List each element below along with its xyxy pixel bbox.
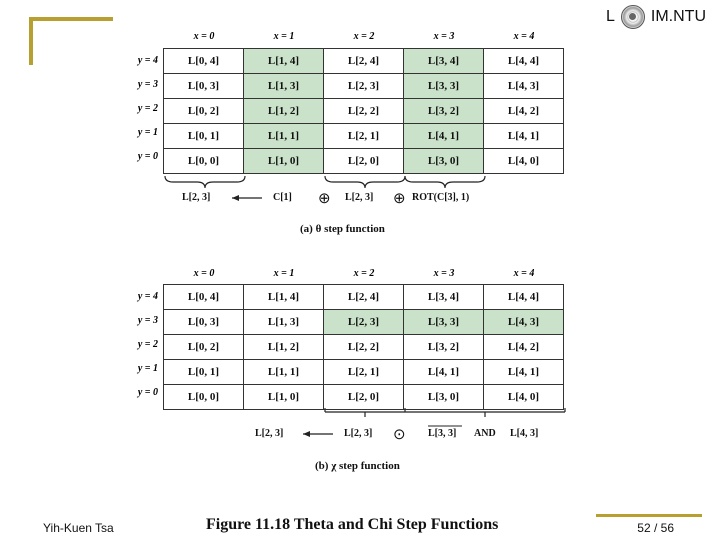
table-cell: L[1, 0] <box>243 148 324 174</box>
theta-eq-term1: C[1] <box>273 192 292 203</box>
y-label: y = 4 <box>137 291 158 302</box>
table-cell: L[0, 1] <box>163 123 244 149</box>
table-cell: L[4, 1] <box>403 123 484 149</box>
chi-y-labels <box>128 285 158 405</box>
x-label: x = 4 <box>513 31 535 42</box>
x-label: x = 1 <box>273 268 295 279</box>
chi-eq-term1: L[2, 3] <box>344 428 373 439</box>
table-cell: L[1, 2] <box>243 334 324 360</box>
table-cell: L[2, 1] <box>323 123 404 149</box>
x-label: x = 2 <box>353 31 375 42</box>
header-left-text: L <box>605 8 615 25</box>
table-cell: L[2, 0] <box>323 148 404 174</box>
table-cell: L[1, 3] <box>243 309 324 335</box>
theta-arrow-head <box>232 195 239 201</box>
table-cell: L[4, 4] <box>483 48 564 74</box>
table-cell: L[4, 0] <box>483 384 564 410</box>
chi-subtitle: (b) χ step function <box>315 460 400 472</box>
y-label: y = 1 <box>137 127 158 138</box>
chi-eq-op1: ⊙ <box>393 427 406 443</box>
y-label: y = 3 <box>137 315 158 326</box>
table-cell: L[3, 4] <box>403 284 484 310</box>
x-label: x = 4 <box>513 268 535 279</box>
table-cell: L[0, 3] <box>163 73 244 99</box>
table-cell: L[1, 2] <box>243 98 324 124</box>
theta-brace-middle <box>325 176 405 188</box>
figure-caption: Figure 11.18 Theta and Chi Step Functions <box>206 516 499 533</box>
x-label: x = 3 <box>433 31 455 42</box>
table-cell: L[4, 3] <box>483 309 564 335</box>
chi-eq-term3: L[4, 3] <box>510 428 539 439</box>
table-cell: L[2, 2] <box>323 98 404 124</box>
footer-page-number: 52 / 56 <box>637 521 674 535</box>
y-label: y = 1 <box>137 363 158 374</box>
theta-eq-term2: L[2, 3] <box>345 192 374 203</box>
x-label: x = 0 <box>193 268 215 279</box>
table-cell: L[0, 4] <box>163 284 244 310</box>
x-label: x = 0 <box>193 31 215 42</box>
theta-eq-op1: ⊕ <box>318 191 331 207</box>
chi-eq-op2: AND <box>474 428 496 439</box>
table-cell: L[4, 3] <box>483 73 564 99</box>
table-cell: L[4, 0] <box>483 148 564 174</box>
table-cell: L[4, 2] <box>483 334 564 360</box>
footer-author: Yih-Kuen Tsa <box>43 521 114 535</box>
y-label: y = 0 <box>137 151 158 162</box>
theta-eq-term3: ROT(C[3], 1) <box>412 192 470 203</box>
chi-arrow-head <box>303 431 310 437</box>
table-cell: L[1, 0] <box>243 384 324 410</box>
theta-brace-right <box>405 176 485 188</box>
table-cell: L[3, 3] <box>403 73 484 99</box>
theta-eq-result: L[2, 3] <box>182 192 211 203</box>
table-cell: L[0, 0] <box>163 148 244 174</box>
table-cell: L[2, 4] <box>323 284 404 310</box>
table-cell: L[3, 3] <box>403 309 484 335</box>
chi-eq-term2: L[3, 3] <box>428 428 457 439</box>
table-cell: L[1, 1] <box>243 123 324 149</box>
y-label: y = 3 <box>137 79 158 90</box>
table-cell: L[3, 0] <box>403 384 484 410</box>
table-cell: L[2, 0] <box>323 384 404 410</box>
y-label: y = 2 <box>137 339 158 350</box>
x-label: x = 3 <box>433 268 455 279</box>
y-label: y = 0 <box>137 387 158 398</box>
table-cell: L[4, 4] <box>483 284 564 310</box>
table-cell: L[2, 3] <box>323 309 404 335</box>
table-cell: L[0, 3] <box>163 309 244 335</box>
table-cell: L[4, 1] <box>483 123 564 149</box>
y-label: y = 2 <box>137 103 158 114</box>
theta-brace-left <box>165 176 245 188</box>
table-cell: L[1, 1] <box>243 359 324 385</box>
table-cell: L[4, 1] <box>483 359 564 385</box>
table-cell: L[2, 2] <box>323 334 404 360</box>
table-cell: L[1, 4] <box>243 284 324 310</box>
footer-accent-line <box>596 514 702 517</box>
table-cell: L[3, 0] <box>403 148 484 174</box>
table-cell: L[4, 1] <box>403 359 484 385</box>
chi-x-labels <box>164 268 564 279</box>
table-cell: L[3, 4] <box>403 48 484 74</box>
header-right-text: IM.NTU <box>650 8 706 25</box>
x-label: x = 1 <box>273 31 295 42</box>
x-label: x = 2 <box>353 268 375 279</box>
table-cell: L[4, 2] <box>483 98 564 124</box>
table-cell: L[0, 4] <box>163 48 244 74</box>
table-cell: L[2, 4] <box>323 48 404 74</box>
y-label: y = 4 <box>137 55 158 66</box>
table-cell: L[1, 3] <box>243 73 324 99</box>
table-cell: L[1, 4] <box>243 48 324 74</box>
chi-table <box>164 285 564 410</box>
table-cell: L[2, 3] <box>323 73 404 99</box>
chi-eq-result: L[2, 3] <box>255 428 284 439</box>
table-cell: L[0, 2] <box>163 334 244 360</box>
table-cell: L[0, 2] <box>163 98 244 124</box>
table-cell: L[2, 1] <box>323 359 404 385</box>
table-cell: L[0, 1] <box>163 359 244 385</box>
table-cell: L[0, 0] <box>163 384 244 410</box>
table-cell: L[3, 2] <box>403 334 484 360</box>
theta-eq-op2: ⊕ <box>393 191 406 207</box>
theta-subtitle: (a) θ step function <box>300 223 385 235</box>
table-cell: L[3, 2] <box>403 98 484 124</box>
